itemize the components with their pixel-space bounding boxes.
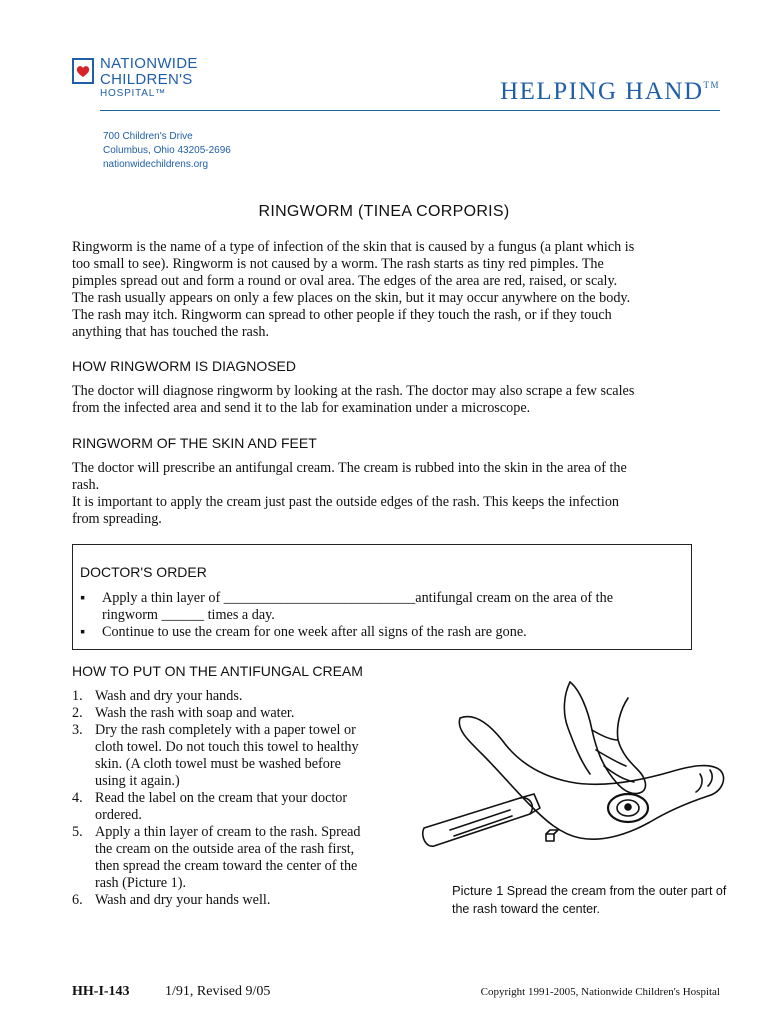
step-line: then spread the cream toward the center of the: [95, 858, 358, 874]
step-item: [72, 688, 412, 705]
order-item: [80, 624, 680, 641]
paragraph-line: It is important to apply the cream just past the outside edges of the rash. This keeps the infection: [72, 494, 620, 510]
diagnosed-heading: HOW RINGWORM IS DIAGNOSED: [72, 358, 296, 374]
brand-trademark: TM: [703, 80, 720, 90]
step-item: [72, 790, 412, 824]
document-title: RINGWORM (TINEA CORPORIS): [258, 203, 510, 220]
step-line: Wash and dry your hands.: [95, 688, 243, 704]
paragraph-line: from spreading.: [72, 511, 162, 527]
step-line: cloth towel. Do not touch this towel to healthy: [95, 739, 359, 755]
hospital-address: [103, 130, 231, 172]
address-line: Columbus, Ohio 43205-2696: [103, 145, 231, 156]
address-website: nationwidechildrens.org: [103, 159, 209, 170]
paragraph-line: pimples spread out and form a round or oval area. The edges of the area are red, raised, or scaly.: [72, 273, 618, 289]
doctors-order-list: [80, 590, 680, 641]
hospital-logo-text: [100, 56, 198, 99]
doctors-order-heading: DOCTOR'S ORDER: [80, 564, 207, 580]
step-line: using it again.): [95, 773, 180, 789]
paragraph-line: from the infected area and send it to the lab for examination under a microscope.: [72, 400, 531, 416]
order-item-line: Apply a thin layer of ___________________________antifungal cream on the area of the: [102, 590, 614, 606]
step-number: 5.: [72, 824, 83, 840]
paragraph-line: The doctor will diagnose ringworm by looking at the rash. The doctor may also scrape a few scales: [72, 383, 635, 399]
caption-text: Spread the cream from the outer part of the rash toward the center.: [452, 884, 727, 916]
paragraph-line: Ringworm is the name of a type of infection of the skin that is caused by a fungus (a plant which is: [72, 239, 635, 255]
paragraph-line: rash.: [72, 477, 100, 493]
step-line: Wash and dry your hands well.: [95, 892, 271, 908]
heart-icon: [76, 65, 90, 78]
step-line: ordered.: [95, 807, 142, 823]
step-number: 1.: [72, 688, 83, 704]
step-line: skin. (A cloth towel must be washed before: [95, 756, 341, 772]
step-number: 6.: [72, 892, 83, 908]
skin-heading: RINGWORM OF THE SKIN AND FEET: [72, 435, 317, 451]
step-item: [72, 705, 412, 722]
step-number: 4.: [72, 790, 83, 806]
cream-application-illustration: [420, 670, 740, 870]
step-line: Apply a thin layer of cream to the rash. Spread: [95, 824, 361, 840]
step-line: Wash the rash with soap and water.: [95, 705, 295, 721]
hospital-logo-mark: [72, 58, 94, 84]
intro-paragraph: [72, 239, 712, 341]
caption-label: Picture 1: [452, 883, 504, 898]
revision-date: 1/91, Revised 9/05: [165, 984, 271, 999]
header-rule: [100, 110, 720, 111]
logo-line-2: CHILDREN'S: [100, 71, 193, 88]
helping-hand-brand: [500, 78, 720, 106]
bullet-icon: ▪: [80, 590, 86, 606]
step-item: [72, 722, 412, 790]
paragraph-line: The rash may itch. Ringworm can spread to other people if they touch the rash, or if they touch: [72, 307, 612, 323]
order-item-line: ringworm ______ times a day.: [102, 607, 275, 623]
paragraph-line: anything that has touched the rash.: [72, 324, 269, 340]
step-line: Read the label on the cream that your doctor: [95, 790, 348, 806]
step-item: [72, 892, 412, 909]
step-item: [72, 824, 412, 892]
logo-line-1: NATIONWIDE: [100, 55, 198, 72]
bullet-icon: ▪: [80, 624, 86, 640]
order-item-line: Continue to use the cream for one week after all signs of the rash are gone.: [102, 624, 527, 640]
diagnosed-paragraph: [72, 383, 712, 417]
address-line: 700 Children's Drive: [103, 131, 193, 142]
apply-heading: HOW TO PUT ON THE ANTIFUNGAL CREAM: [72, 663, 363, 679]
step-line: rash (Picture 1).: [95, 875, 187, 891]
apply-steps-list: [72, 688, 412, 909]
paragraph-line: The doctor will prescribe an antifungal cream. The cream is rubbed into the skin in the area of the: [72, 460, 627, 476]
order-item: [80, 590, 680, 624]
document-id: HH-I-143: [72, 984, 130, 999]
step-number: 3.: [72, 722, 83, 738]
copyright-notice: Copyright 1991-2005, Nationwide Children's Hospital: [480, 986, 720, 998]
step-line: Dry the rash completely with a paper towel or: [95, 722, 356, 738]
skin-paragraph: [72, 460, 712, 528]
paragraph-line: too small to see). Ringworm is not caused by a worm. The rash starts as tiny red pimples. The: [72, 256, 604, 272]
figure-caption: [452, 882, 732, 918]
brand-name: HELPING HAND: [500, 78, 704, 105]
step-number: 2.: [72, 705, 83, 721]
logo-line-3: HOSPITAL™: [100, 88, 166, 99]
paragraph-line: The rash usually appears on only a few places on the skin, but it may occur anywhere on the body.: [72, 290, 631, 306]
step-line: the cream on the outside area of the rash first,: [95, 841, 355, 857]
